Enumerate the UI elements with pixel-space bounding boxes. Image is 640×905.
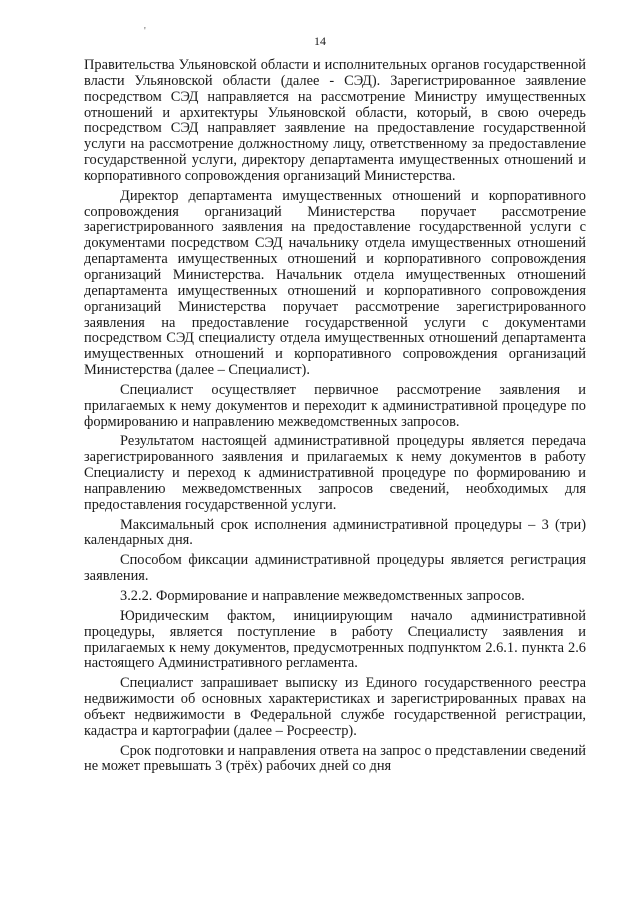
paragraph: Результатом настоящей административной процедуры является передача зарегистрированного заявления и прилагаемых к нему документов в работу Специалисту и переход к административной процедуре по формированию и направлению межведомственных запросов сведений, необходимых для предоставления государственной услуги. bbox=[84, 433, 586, 513]
paragraph: Специалист запрашивает выписку из Единого государственного реестра недвижимости об основных характеристиках и зарегистрированных правах на объект недвижимости в Федеральной службе государственной регистрации, кадастра и картографии (далее – Росреестр). bbox=[84, 675, 586, 739]
document-body bbox=[84, 58, 586, 779]
paragraph: Максимальный срок исполнения административной процедуры – 3 (три) календарных дня. bbox=[84, 516, 586, 549]
paragraph: Способом фиксации административной процедуры является регистрация заявления. bbox=[84, 552, 586, 585]
section-heading: 3.2.2. Формирование и направление межведомственных запросов. bbox=[120, 588, 525, 604]
page-number: 14 bbox=[314, 34, 326, 48]
paragraph: Срок подготовки и направления ответа на запрос о представлении сведений не может превышать 3 (трёх) рабочих дней со дня bbox=[84, 742, 586, 775]
paragraph: Правительства Ульяновской области и исполнительных органов государственной власти Ульяновской области (далее - СЭД). Зарегистрированное заявление посредством СЭД направляется на рассмотрение Министру имущественных отношений и архитектуры Ульяновской области, который, в свою очередь посредством СЭД направляет заявление на предоставление государственной услуги на рассмотрение должностному лицу, ответственному за предоставление государственной услуги, директору департамента имущественных отношений и корпоративного сопровождения организаций Министерства. bbox=[84, 57, 586, 184]
paragraph: Специалист осуществляет первичное рассмотрение заявления и прилагаемых к нему документов и переходит к административной процедуре по формированию и направлению межведомственных запросов. bbox=[84, 381, 586, 430]
paragraph: Директор департамента имущественных отношений и корпоративного сопровождения организаций Министерства поручает рассмотрение зарегистрированного заявления на предоставление государственной услуги с документами посредством СЭД начальнику отдела имущественных отношений департамента имущественных отношений и корпоративного сопровождения организаций Министерства. Начальник отдела имущественных отношений департамента имущественных отношений и корпоративного сопровождения организаций Министерства поручает рассмотрение зарегистрированного заявления на предоставление государственной услуги с документами посредством СЭД специалисту отдела имущественных отношений департамента имущественных отношений и корпоративного сопровождения организаций Министерства (далее – Специалист). bbox=[84, 187, 586, 379]
scan-mark: ' bbox=[144, 26, 146, 37]
paragraph: Юридическим фактом, инициирующим начало административной процедуры, является поступление в работу Специалисту заявления и прилагаемых к нему документов, предусмотренных подпунктом 2.6.1. пункта 2.6 настоящего Административного регламента. bbox=[84, 607, 586, 672]
